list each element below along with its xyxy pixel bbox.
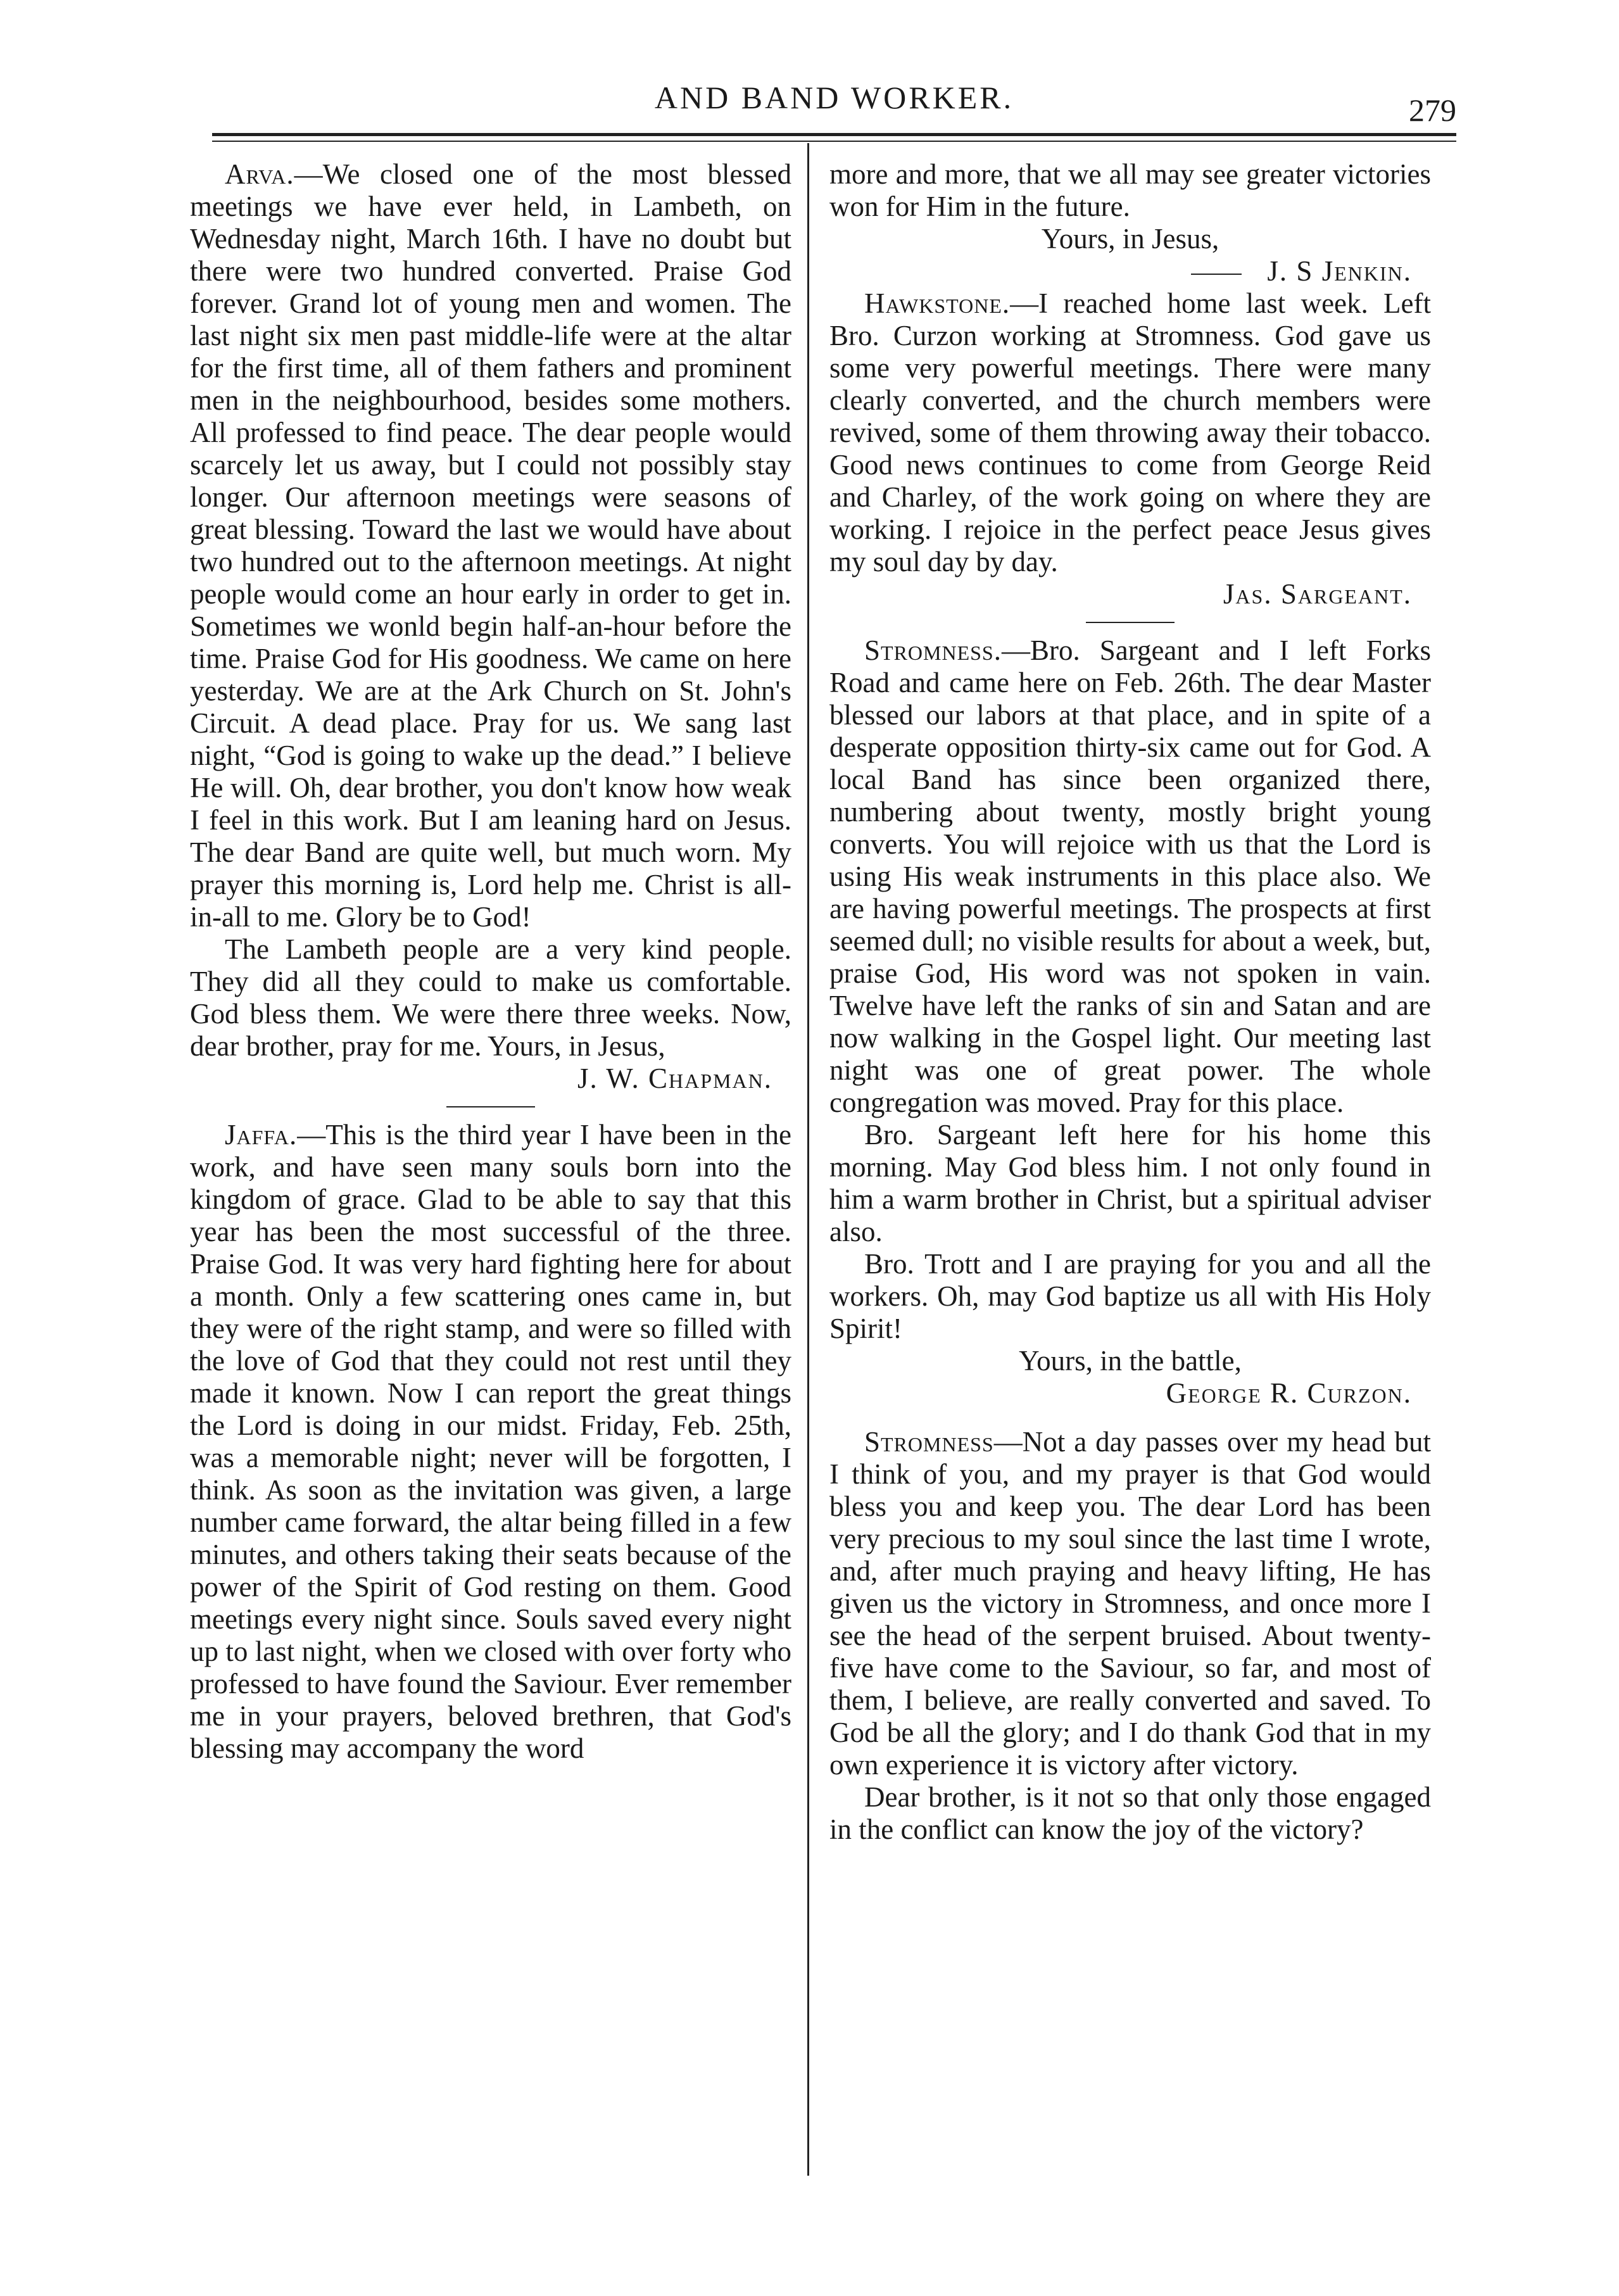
letter-jaffa [190,1119,791,1765]
place-name: Stromness [864,1426,994,1458]
signature: George R. Curzon. [1166,1377,1412,1409]
signature: Jas. Sargeant. [1223,578,1412,610]
page-header [212,79,1456,136]
stromness-paragraph [829,1426,1431,1781]
letter-text: —Bro. Sargeant and I left Forks Road and came here on Feb. 26th. The dear Master blessed our labors at that place, and in spite of a desperate opposition thirty-six came out for God. A local Band has since been organized there, numbering about twenty, mostly bright young converts. You will rejoice with us that the Lord is using His weak instruments in this place also. We are having powerful meetings. The prospects at first seemed dull; no visible results for about a week, but, praise God, His word was not spoken in vain. Twelve have left the ranks of sin and Satan and are now walking in the Gospel light. Our meeting last night was one of great power. The whole congregation was moved. Pray for this place. [829,634,1431,1118]
letter-stromness-1 [829,634,1431,1410]
page-number: 279 [1409,92,1456,128]
right-column [829,158,1431,2185]
letter-paragraph: Bro. Sargeant left here for his home this morning. May God bless him. I not only found in him a warm brother in Christ, but a spiritual adviser also. [829,1119,1431,1247]
section-gap [829,1410,1431,1426]
section-separator [446,1106,535,1107]
header-rule-thin [212,141,1456,142]
letter-paragraph: The Lambeth people are a very kind people. They did all they could to make us comfortable. God bless them. We were there three weeks. Now, dear brother, pray for me. Yours, in Jesus, [190,933,791,1062]
letter-arva [190,158,791,1095]
signature-line [829,255,1431,287]
letter-text: —We closed one of the most blessed meetings we have ever held, in Lambeth, on Wednesday night, March 16th. I have no doubt but there were two hundred converted. Praise God forever. Grand lot of young men and women. The last night six men past middle-life were at the altar for the first time, all of them fathers and prominent men in the neighbourhood, besides some mothers. All professed to find peace. The dear people would scarcely let us away, but I could not possibly stay longer. Our afternoon meetings were seasons of great blessing. Toward the last we would have about two hundred out to the afternoon meetings. At night people would come an hour early in order to get in. Sometimes we wonld begin half-an-hour before the time. Praise God for His goodness. We came on here yesterday. We are at the Ark Church on St. John's Circuit. A dead place. Pray for us. We sang last night, “God is going to wake up the dead.” I believe He will. Oh, dear brother, you don't know how weak I feel in this work. But I am leaning hard on Jesus. The dear Band are quite well, but much worn. My prayer this morning is, Lord help me. Christ is all-in-all to me. Glory be to God! [190,158,791,933]
section-separator [1086,622,1175,623]
stromness-paragraph [829,634,1431,1119]
letter-hawkstone [829,287,1431,610]
letter-paragraph: Dear brother, is it not so that only those engaged in the conflict can know the joy of the victory? [829,1781,1431,1845]
signature: J. S Jenkin. [1267,255,1412,287]
place-name: Arva. [225,158,294,190]
place-name: Stromness. [864,634,1002,666]
letter-jaffa-continued [829,158,1431,287]
signature: J. W. Chapman. [577,1063,772,1094]
letter-text: —I reached home last week. Left Bro. Curzon working at Stromness. God gave us some very powerful meetings. There were many clearly converted, and the church members were revived, some of them throwing away their tobacco. Good news continues to come from George Reid and Charley, of the work going on where they are working. I rejoice in the perfect peace Jesus gives my soul day by day. [829,287,1431,577]
letter-text: —This is the third year I have been in the work, and have seen many souls born into the kingdom of grace. Glad to be able to say that this year has been the most successful of the three. Praise God. It was very hard fighting here for about a month. Only a few scattering ones came in, but they were of the right stamp, and were so filled with the love of God that they could not rest until they made it known. Now I can report the great things the Lord is doing in our midst. Friday, Feb. 25th, was a memorable night; never will be forgotten, I think. As soon as the invitation was given, a large number came forward, the altar being filled in a few minutes, and others taking their seats because of the power of the Spirit of God resting on them. Good meetings every night since. Souls saved every night up to last night, when we closed with over forty who professed to have found the Saviour. Ever remember me in your prayers, beloved brethren, that God's blessing may accompany the word [190,1119,791,1764]
signature-dash [1191,274,1242,275]
left-column [190,158,791,2185]
place-name: Hawkstone. [864,287,1011,319]
letter-stromness-2 [829,1426,1431,1846]
closing: Yours, in Jesus, [1041,223,1219,255]
letter-paragraph: Bro. Trott and I are praying for you and all the workers. Oh, may God baptize us all with His Holy Spirit! [829,1248,1431,1344]
header-rule-thick [212,133,1456,136]
hawkstone-paragraph [829,287,1431,578]
column-divider [807,143,809,2176]
letter-text: —Not a day passes over my head but I think of you, and my prayer is that God would bless you and keep you. The dear Lord has been very precious to my soul since the last time I wrote, and, after much praying and heavy lifting, He has given us the victory in Stromness, and once more I see the head of the serpent bruised. About twenty-five have come to the Saviour, so far, and most of them, I believe, are really converted and saved. To God be all the glory; and I do thank God that in my own experience it is victory after victory. [829,1426,1431,1781]
place-name: Jaffa. [225,1119,298,1151]
closing: Yours, in the battle, [1019,1345,1242,1377]
letter-paragraph: more and more, that we all may see greater victories won for Him in the future. [829,158,1431,222]
running-title: AND BAND WORKER. [654,80,1014,115]
jaffa-paragraph [190,1119,791,1765]
arva-paragraph [190,158,791,933]
